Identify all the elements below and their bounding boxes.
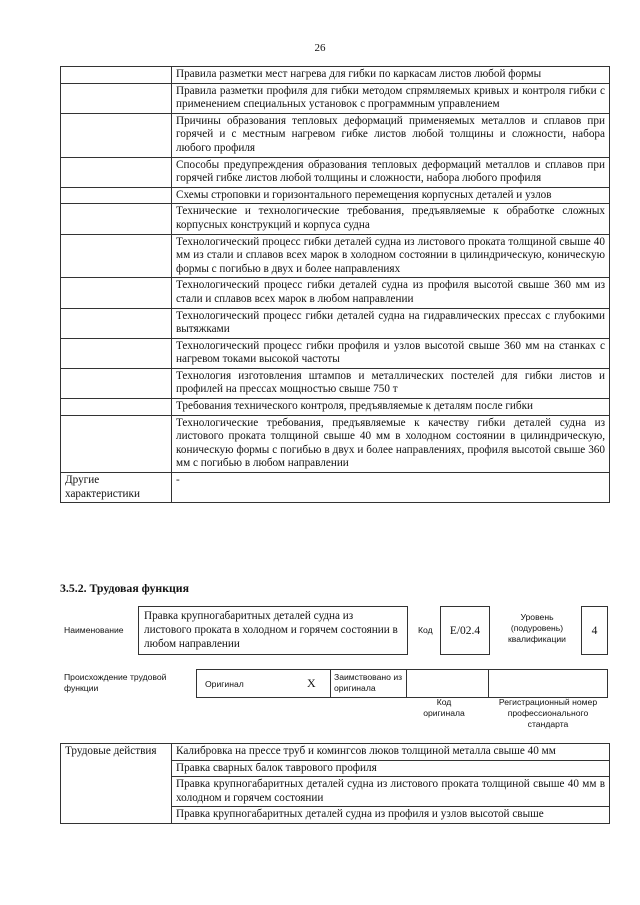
row-label — [61, 415, 172, 472]
reg-number-cell — [488, 670, 607, 697]
origin-label: Происхождение трудовой функции — [64, 672, 167, 693]
action-text: Правка крупногабаритных деталей судна из профиля и узлов высотой свыше — [172, 807, 610, 824]
row-label — [61, 338, 172, 368]
level-label: Уровень (подуровень) квалификации — [508, 612, 566, 644]
action-text: Правка крупногабаритных деталей судна из листового проката толщиной свыше 40 мм в холодном и горячем состоянии — [172, 777, 610, 807]
function-name: Правка крупногабаритных деталей судна из листового проката в холодном и горячем состоянии в любом направлении — [144, 610, 398, 650]
level-box — [581, 606, 608, 655]
row-text: Технологический процесс гибки деталей судна из профиля высотой свыше 360 мм из стали и сплавов всех марок в любом направлении — [172, 278, 610, 308]
actions-table — [60, 743, 610, 824]
row-label: Другие характеристики — [61, 473, 172, 503]
table-row — [61, 308, 610, 338]
table-row — [61, 473, 610, 503]
table-row — [61, 187, 610, 204]
row-text: Технологический процесс гибки деталей судна из листового проката толщиной свыше 40 мм из стали и сплавов всех марок в холодном состоянии в цилиндрическую, коническую формы с погибью в двух и более направлениях — [172, 234, 610, 278]
code-original-cell — [406, 670, 489, 697]
page-number: 26 — [314, 42, 326, 54]
table-row — [61, 338, 610, 368]
table-row — [61, 368, 610, 398]
table-row — [61, 415, 610, 472]
reg-number-caption: Регистрационный номер профессионального стандарта — [498, 697, 598, 729]
row-text: Правила разметки мест нагрева для гибки по каркасам листов любой формы — [172, 67, 610, 84]
row-text: Способы предупреждения образования тепловых деформаций металлов и сплавов при горячей гибке листов любой толщины и сложности, набора любого профиля — [172, 157, 610, 187]
table-row — [61, 399, 610, 416]
row-text: Технологические требования, предъявляемые к качеству гибки деталей судна из листового проката толщиной свыше 40 мм в холодном состоянии в цилиндрическую, коническую формы с погибью в двух и более направлениях, профиля высотой свыше 360 мм с погибью в любом направлении — [172, 415, 610, 472]
origin-boxes — [196, 669, 608, 698]
knowledge-table — [60, 66, 610, 503]
table-row — [61, 83, 610, 113]
function-name-box — [138, 606, 408, 655]
row-label — [61, 399, 172, 416]
original-mark: X — [307, 676, 316, 690]
table-row — [61, 234, 610, 278]
row-text: Технология изготовления штампов и металлических постелей для гибки листов и профилей на прессах мощностью свыше 750 т — [172, 368, 610, 398]
row-label — [61, 67, 172, 84]
name-label: Наименование — [64, 625, 124, 635]
row-text: Технологический процесс гибки деталей судна на гидравлических прессах с глубокими вытяжками — [172, 308, 610, 338]
row-text: Требования технического контроля, предъявляемые к деталям после гибки — [172, 399, 610, 416]
row-text: Правила разметки профиля для гибки методом спрямляемых кривых и контроля гибки с применением специальных установок с программным управлением — [172, 83, 610, 113]
code-original-caption: Код оригинала — [423, 697, 465, 718]
row-label — [61, 204, 172, 234]
action-text: Правка сварных балок таврового профиля — [172, 760, 610, 777]
row-label — [61, 113, 172, 157]
actions-label: Трудовые действия — [61, 744, 172, 824]
code-label: Код — [418, 625, 433, 635]
table-row — [61, 113, 610, 157]
section-title: 3.5.2. Трудовая функция — [60, 581, 189, 595]
original-label: Оригинал — [205, 679, 244, 689]
row-label — [61, 368, 172, 398]
row-text: - — [172, 473, 610, 503]
table-row — [61, 278, 610, 308]
row-label — [61, 83, 172, 113]
code-value: E/02.4 — [449, 624, 481, 637]
original-cell — [197, 670, 331, 697]
code-box — [440, 606, 490, 655]
row-label — [61, 157, 172, 187]
table-row — [61, 744, 610, 761]
row-text: Причины образования тепловых деформаций применяемых металлов и сплавов при горячей и с местным нагревом гибке листов любой толщины и сложности, набора любого профиля — [172, 113, 610, 157]
table-row — [61, 67, 610, 84]
borrowed-cell — [330, 670, 407, 697]
level-value: 4 — [591, 624, 598, 637]
table-row — [61, 157, 610, 187]
row-text: Схемы строповки и горизонтального перемещения корпусных деталей и узлов — [172, 187, 610, 204]
row-label — [61, 187, 172, 204]
row-text: Технологический процесс гибки профиля и узлов высотой свыше 360 мм на станках с нагревом токами высокой частоты — [172, 338, 610, 368]
action-text: Калибровка на прессе труб и комингсов люков толщиной металла свыше 40 мм — [172, 744, 610, 761]
row-label — [61, 308, 172, 338]
row-text: Технические и технологические требования, предъявляемые к обработке сложных корпусных конструкций и корпуса судна — [172, 204, 610, 234]
table-row — [61, 204, 610, 234]
borrowed-label: Заимствовано из оригинала — [334, 672, 403, 693]
row-label — [61, 278, 172, 308]
row-label — [61, 234, 172, 278]
